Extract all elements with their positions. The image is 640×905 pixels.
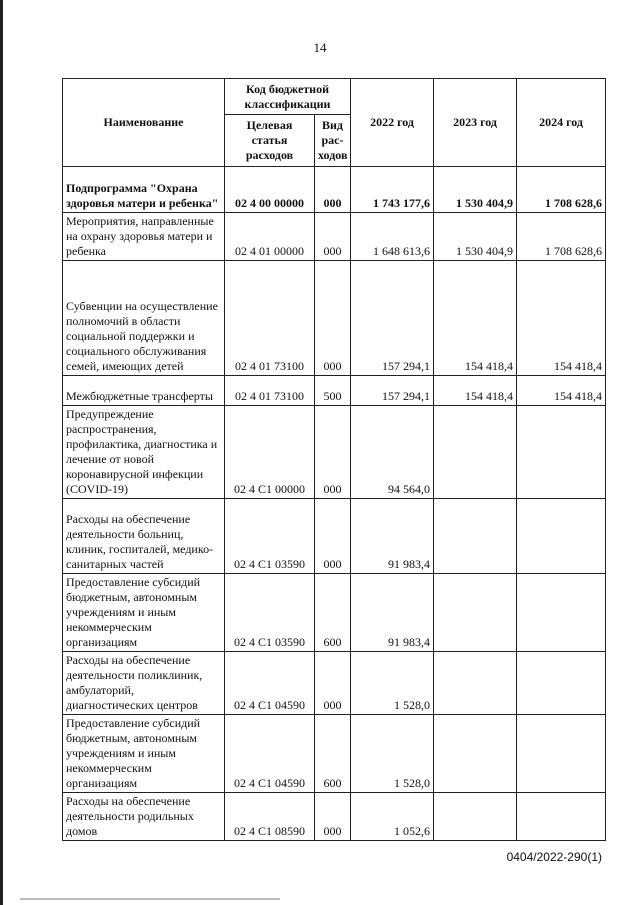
table-row (63, 213, 606, 261)
row-expense-type-cell: 000 (315, 793, 351, 841)
row-name-cell: Мероприятия, направленные на охрану здоровья матери и ребенка (63, 213, 225, 261)
header-2024: 2024 год (517, 79, 606, 167)
row-expense-type-cell: 500 (315, 376, 351, 406)
row-name-cell: Подпрограмма "Охрана здоровья матери и ребенка" (63, 167, 225, 213)
table-row (63, 167, 606, 213)
scan-artifact-line (20, 898, 280, 900)
header-2023: 2023 год (434, 79, 517, 167)
row-2024-cell (517, 406, 606, 499)
row-2023-cell: 1 530 404,9 (434, 213, 517, 261)
row-2022-cell: 157 294,1 (351, 261, 434, 376)
header-name: Наименование (63, 79, 225, 167)
row-target-article-cell: 02 4 C1 03590 (225, 574, 315, 652)
row-2024-cell: 1 708 628,6 (517, 213, 606, 261)
row-2024-cell (517, 499, 606, 574)
row-target-article-cell: 02 4 C1 04590 (225, 715, 315, 793)
row-expense-type-cell: 000 (315, 406, 351, 499)
row-expense-type-cell: 600 (315, 715, 351, 793)
row-2022-cell: 1 052,6 (351, 793, 434, 841)
budget-table (62, 78, 606, 841)
row-2022-cell: 91 983,4 (351, 499, 434, 574)
row-2022-cell: 157 294,1 (351, 376, 434, 406)
table-row (63, 499, 606, 574)
header-expense-type: Вид рас-ходов (315, 115, 351, 167)
row-expense-type-cell: 000 (315, 167, 351, 213)
row-name-cell: Предупреждение распространения, профилактика, диагностика и лечение от новой коронавирусной инфекции (COVID-19) (63, 406, 225, 499)
row-target-article-cell: 02 4 01 73100 (225, 261, 315, 376)
row-2024-cell (517, 574, 606, 652)
header-target-article: Целевая статья расходов (225, 115, 315, 167)
page-number: 14 (313, 40, 327, 55)
row-name-cell: Предоставление субсидий бюджетным, автономным учреждениям и иным некоммерческим организациям (63, 715, 225, 793)
table-row (63, 406, 606, 499)
row-2022-cell: 1 648 613,6 (351, 213, 434, 261)
row-name-cell: Расходы на обеспечение деятельности больниц, клиник, госпиталей, медико-санитарных частей (63, 499, 225, 574)
row-2024-cell (517, 652, 606, 715)
row-2023-cell: 154 418,4 (434, 261, 517, 376)
row-expense-type-cell: 000 (315, 261, 351, 376)
row-2023-cell: 1 530 404,9 (434, 167, 517, 213)
row-expense-type-cell: 600 (315, 574, 351, 652)
row-2022-cell: 91 983,4 (351, 574, 434, 652)
scan-left-edge (0, 0, 3, 905)
row-name-cell: Субвенции на осуществление полномочий в области социальной поддержки и социального обслуживания семей, имеющих детей (63, 261, 225, 376)
row-2024-cell: 1 708 628,6 (517, 167, 606, 213)
row-2022-cell: 1 743 177,6 (351, 167, 434, 213)
row-target-article-cell: 02 4 00 00000 (225, 167, 315, 213)
row-2023-cell (434, 715, 517, 793)
row-2022-cell: 1 528,0 (351, 652, 434, 715)
row-name-cell: Предоставление субсидий бюджетным, автономным учреждениям и иным некоммерческим организациям (63, 574, 225, 652)
table-row (63, 793, 606, 841)
row-name-cell: Расходы на обеспечение деятельности родильных домов (63, 793, 225, 841)
row-2023-cell (434, 652, 517, 715)
row-2022-cell: 1 528,0 (351, 715, 434, 793)
row-2023-cell (434, 499, 517, 574)
row-target-article-cell: 02 4 C1 04590 (225, 652, 315, 715)
row-2024-cell: 154 418,4 (517, 376, 606, 406)
row-2024-cell (517, 715, 606, 793)
row-2022-cell: 94 564,0 (351, 406, 434, 499)
row-2023-cell: 154 418,4 (434, 376, 517, 406)
row-target-article-cell: 02 4 C1 00000 (225, 406, 315, 499)
header-code-group: Код бюджетной классификации (225, 79, 351, 115)
table-row (63, 715, 606, 793)
row-2024-cell: 154 418,4 (517, 261, 606, 376)
table-row (63, 376, 606, 406)
row-expense-type-cell: 000 (315, 499, 351, 574)
row-2023-cell (434, 406, 517, 499)
table-header (63, 79, 606, 167)
row-target-article-cell: 02 4 01 73100 (225, 376, 315, 406)
table-body (63, 167, 606, 841)
row-expense-type-cell: 000 (315, 652, 351, 715)
row-target-article-cell: 02 4 C1 08590 (225, 793, 315, 841)
row-name-cell: Межбюджетные трансферты (63, 376, 225, 406)
row-expense-type-cell: 000 (315, 213, 351, 261)
table-row (63, 652, 606, 715)
table-row (63, 261, 606, 376)
row-name-cell: Расходы на обеспечение деятельности поликлиник, амбулаторий, диагностических центров (63, 652, 225, 715)
row-2024-cell (517, 793, 606, 841)
row-2023-cell (434, 793, 517, 841)
document-code: 0404/2022-290(1) (506, 850, 602, 864)
row-2023-cell (434, 574, 517, 652)
row-target-article-cell: 02 4 C1 03590 (225, 499, 315, 574)
row-target-article-cell: 02 4 01 00000 (225, 213, 315, 261)
header-2022: 2022 год (351, 79, 434, 167)
table-row (63, 574, 606, 652)
